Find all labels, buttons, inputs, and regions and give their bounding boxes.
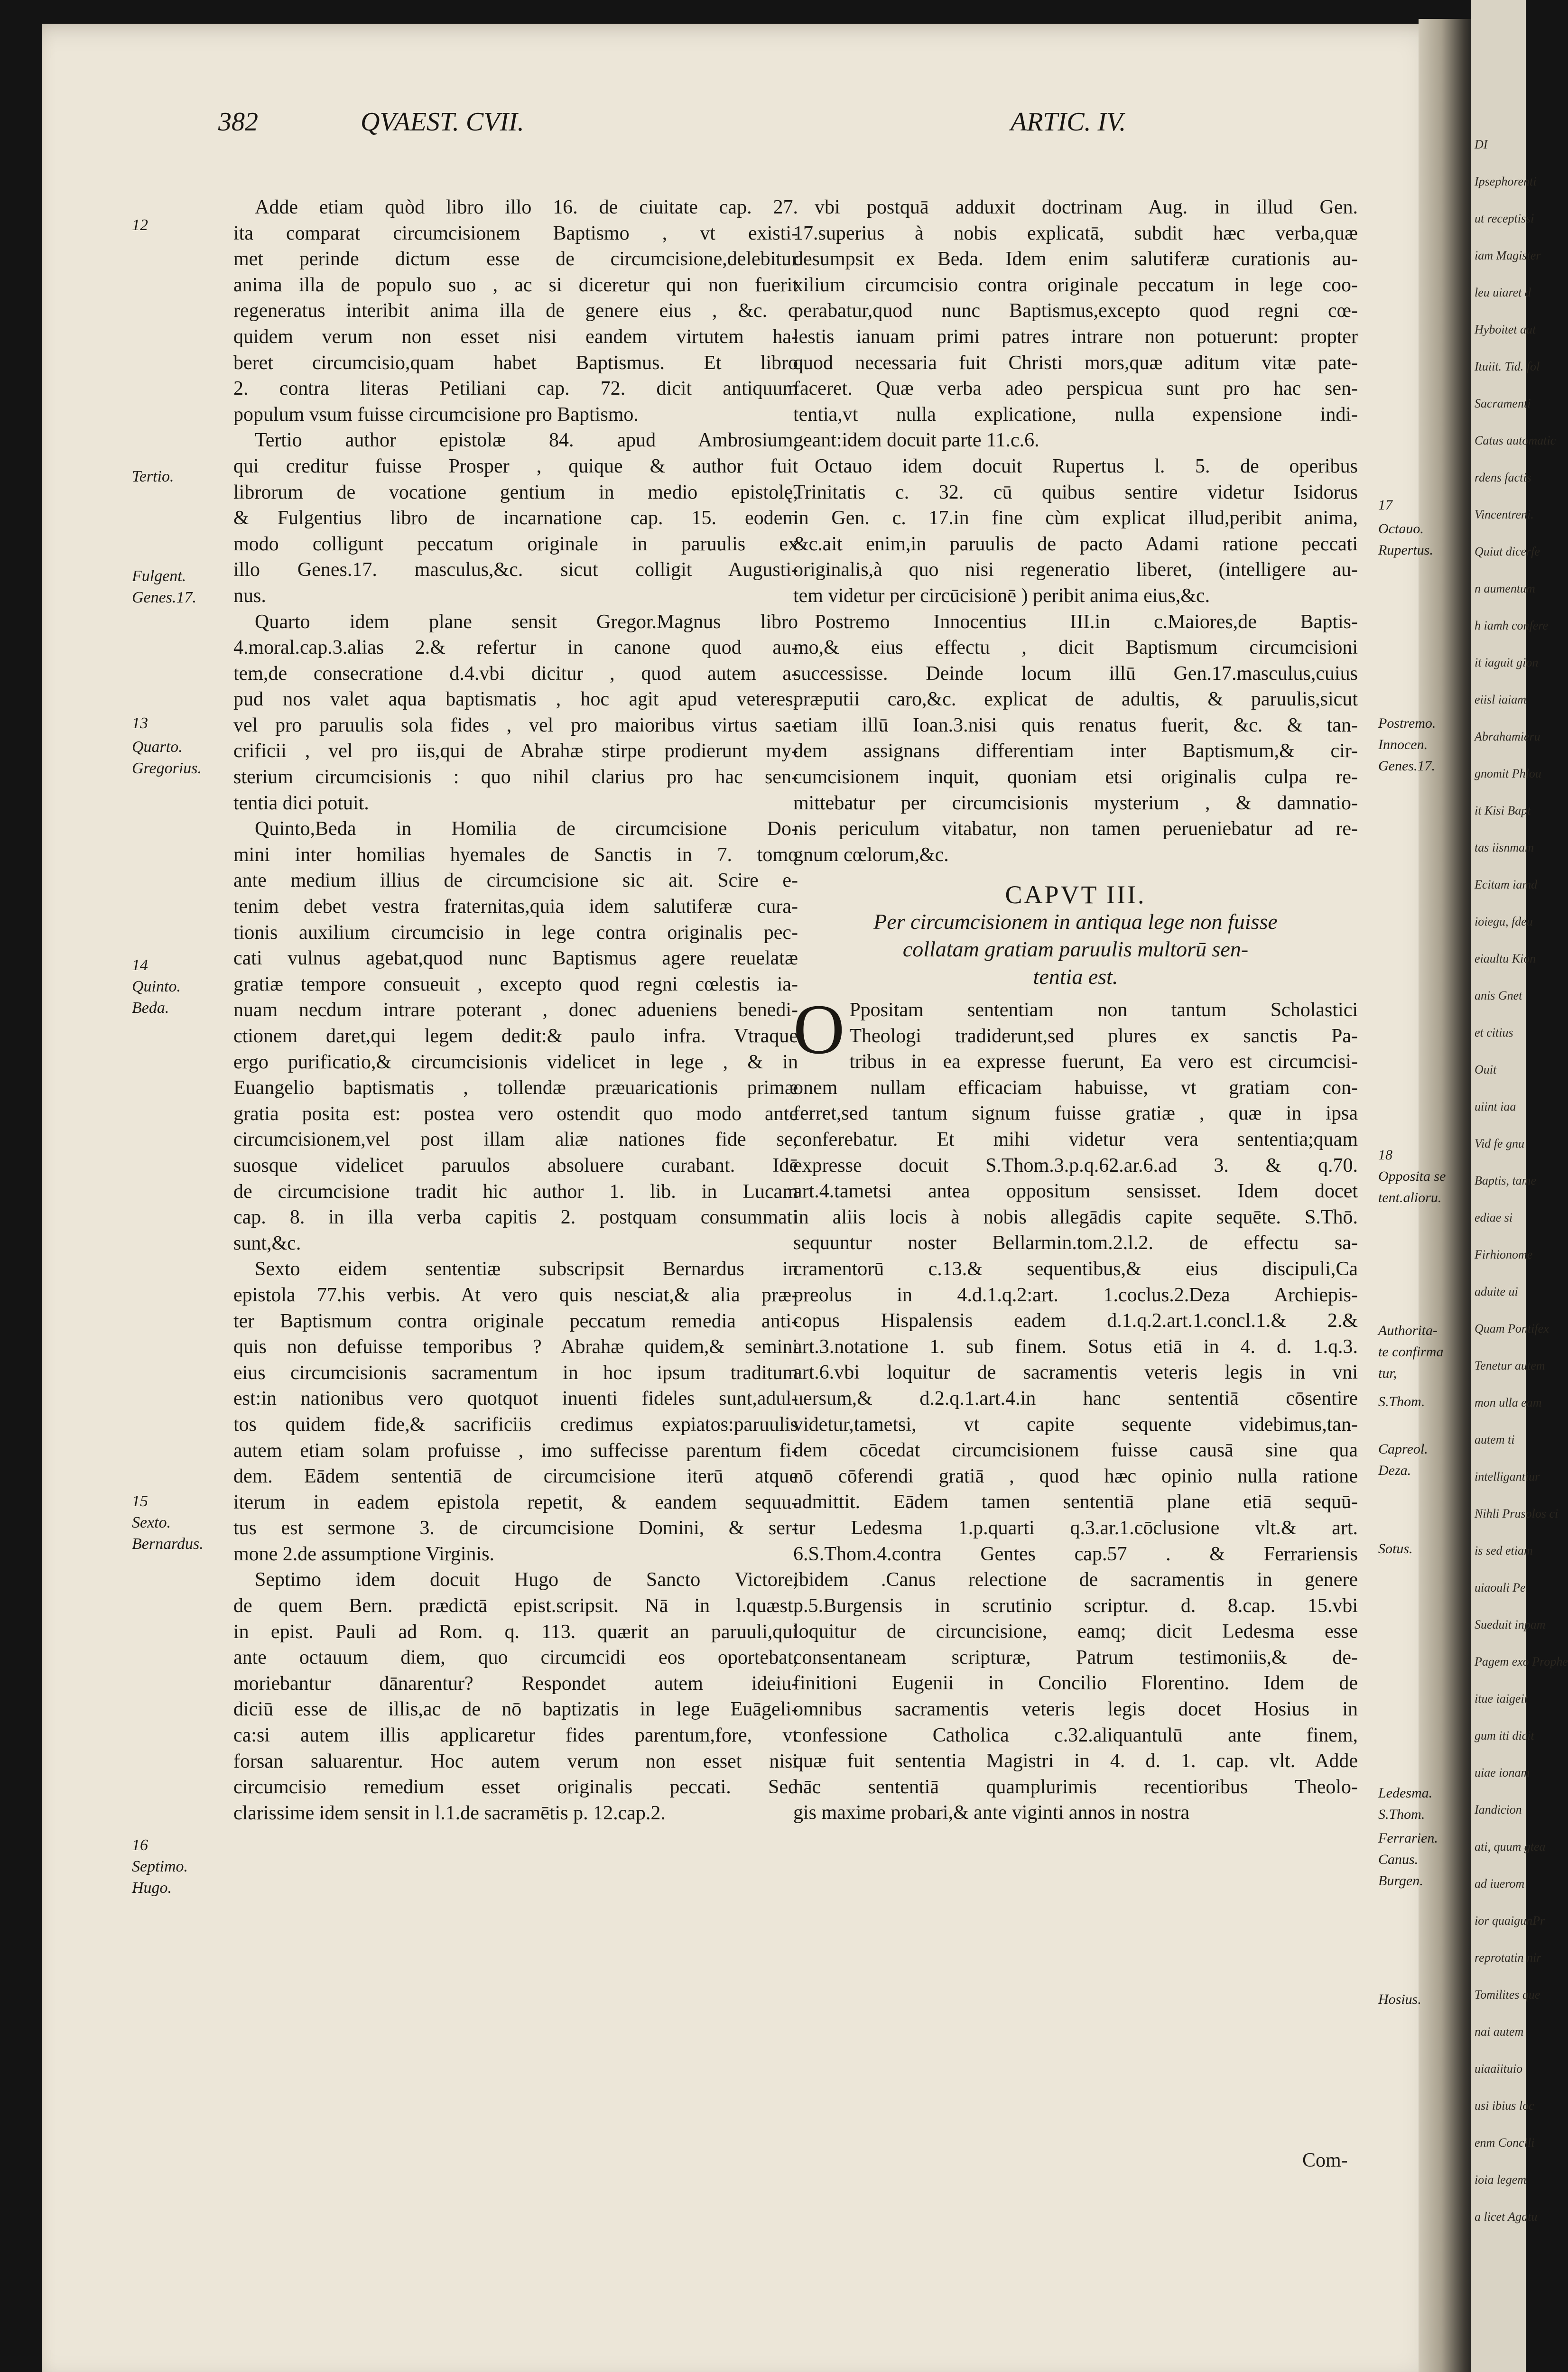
margin-note-right: Deza. xyxy=(1378,1463,1411,1478)
facing-page-text-fragment: ior quaigunPr xyxy=(1475,1914,1545,1927)
text-line: mone 2.de assumptione Virginis. xyxy=(233,1543,495,1565)
facing-page-text-fragment: leu uiaret d xyxy=(1475,286,1531,299)
text-line: expresse docuit S.Thom.3.p.q.62.ar.6.ad 3. & q.70. xyxy=(793,1154,1358,1177)
margin-note-left: 14 xyxy=(132,956,148,974)
text-line: modo colligunt peccatum originale in paruulis ex xyxy=(233,533,798,555)
text-line: ferret,sed tantum signum fuisse gratiæ , quæ in ipsa xyxy=(793,1103,1358,1125)
chapter-label: CAPVT III. xyxy=(1005,880,1146,909)
margin-note-right: tent.alioru. xyxy=(1378,1190,1442,1205)
text-line: cap. 8. in illa verba capitis 2. postquam consummati xyxy=(233,1206,798,1229)
text-line: tem videtur per circūcisionē ) peribit anima eius,&c. xyxy=(793,584,1210,607)
text-line: cumcisionem inquit, quoniam etsi originalis culpa re- xyxy=(793,766,1358,788)
text-line: Postremo Innocentius III.in c.Maiores,de Baptis- xyxy=(815,611,1358,633)
text-line: & Fulgentius libro de incarnatione cap. 15. eodem xyxy=(233,507,798,529)
margin-note-right: tur, xyxy=(1378,1365,1397,1381)
facing-page-text-fragment: Hyboitet aut xyxy=(1475,323,1536,336)
text-line: tem,de consecratione d.4.vbi dicitur , quod autem a- xyxy=(233,662,798,685)
text-line: in epist. Pauli ad Rom. q. 113. quærit an paruuli,qui xyxy=(233,1621,798,1643)
margin-note-right: Hosius. xyxy=(1378,1992,1421,2007)
text-line: xilium circumcisio contra originale peccatum in lege coo- xyxy=(793,274,1358,296)
text-line: in aliis locis à nobis allegādis capite sequēte. S.Thō. xyxy=(793,1206,1358,1228)
facing-page-text-fragment: Baptis, tame xyxy=(1475,1174,1536,1187)
text-line: tos quidem fide,& sacrificiis credimus expiatos:paruulis xyxy=(233,1413,798,1436)
text-line: Tertio author epistolæ 84. apud Ambrosium, xyxy=(255,429,798,452)
text-line: gis maxime probari,& ante viginti annos in nostra xyxy=(793,1802,1190,1824)
text-line: regeneratus interibit anima illa de genere eius , &c. q xyxy=(233,300,798,322)
drop-cap: O xyxy=(793,990,845,1069)
running-header xyxy=(218,107,1390,159)
text-line: gnum cœlorum,&c. xyxy=(793,843,949,866)
facing-page-text-fragment: h iamh confere xyxy=(1475,619,1548,632)
facing-page-text-fragment: Sacramenti xyxy=(1475,397,1531,410)
text-line: ter Baptismum contra originale peccatum remedia anti- xyxy=(233,1310,798,1332)
text-line: mittebatur per circumcisionis mysterium , & damnatio- xyxy=(793,792,1358,814)
text-line: loquitur de circuncisione, eamq; dicit Ledesma esse xyxy=(793,1621,1358,1643)
text-line: Quinto,Beda in Homilia de circumcisione Do- xyxy=(255,818,798,840)
text-line: iterum in eadem epistola repetit, & eandem sequu- xyxy=(233,1491,798,1513)
text-line: est:in nationibus vero quotquot inuenti fideles sunt,adul- xyxy=(233,1388,798,1410)
facing-page-text-fragment: enm Concili xyxy=(1475,2136,1535,2150)
text-line: tribus in ea expresse fuerunt, Ea vero est circumcisi- xyxy=(849,1051,1358,1073)
text-line: art.3.notatione 1. sub finem. Sotus etiā in 4. d. 1.q.3. xyxy=(793,1335,1358,1358)
paragraph xyxy=(793,454,1358,609)
margin-note-right: Opposita se xyxy=(1378,1168,1446,1184)
text-line: gratia posita est: postea vero ostendit quo modo ante xyxy=(233,1103,798,1125)
text-line: dem. Eādem sententiā de circumcisione iterū atque xyxy=(233,1465,798,1488)
text-line: illo Genes.17. masculus,&c. sicut colligit Augusti- xyxy=(233,559,798,581)
facing-page-text-fragment: Iandicion xyxy=(1475,1803,1522,1816)
margin-note-right: Burgen. xyxy=(1378,1873,1423,1889)
facing-page-text-fragment: n aumentum xyxy=(1475,582,1535,595)
facing-page-text-fragment: reprotatin nir xyxy=(1475,1951,1541,1964)
text-line: de quem Bern. prædictā epist.scripsit. Nā in l.quæst. xyxy=(233,1595,798,1617)
right-text-column xyxy=(793,195,1358,1826)
text-line: librorum de vocatione gentium in medio epistolę, xyxy=(233,481,798,503)
paragraph xyxy=(793,990,1358,1826)
text-line: geant:idem docuit parte 11.c.6. xyxy=(793,429,1039,452)
text-line: admittit. Eādem tamen sententiā plane etiā sequū- xyxy=(793,1491,1358,1513)
margin-note-right: Ferrarien. xyxy=(1378,1830,1438,1846)
text-line: ca:si autem illis applicaretur fides parentum,fore, vt xyxy=(233,1724,798,1747)
facing-page-text-fragment: Sueduit inpam xyxy=(1475,1618,1546,1631)
text-line: nis periculum vitabatur, non tamen perueniebatur ad re- xyxy=(793,818,1358,840)
text-line: populum vsum fuisse circumcisione pro Baptismo. xyxy=(233,403,639,426)
margin-note-left: 16 xyxy=(132,1836,148,1854)
facing-page-text-fragment: Ouit xyxy=(1475,1063,1497,1076)
text-line: nus. xyxy=(233,584,266,607)
text-line: diciū esse de illis,ac de nō baptizatis in lege Euāgeli- xyxy=(233,1698,798,1721)
margin-note-left: Septimo. xyxy=(132,1858,188,1875)
text-line: perabatur,quod nunc Baptismus,excepto quod regni cœ- xyxy=(793,300,1358,322)
facing-page-text-fragment: Catus automatic xyxy=(1475,434,1556,447)
paragraph xyxy=(233,1567,798,1826)
margin-note-right: Ledesma. xyxy=(1378,1785,1433,1801)
text-line: &c.ait enim,in paruulis de pacto Adami ratione peccati xyxy=(793,533,1358,555)
text-line: moriebantur dānarentur? Respondet autem ideiu- xyxy=(233,1672,798,1695)
text-line: mini inter homilias hyemales de Sanctis in 7. tomo xyxy=(233,843,798,866)
text-line: Sexto eidem sententiæ subscripsit Bernardus in xyxy=(255,1258,798,1280)
text-line: Adde etiam quòd libro illo 16. de ciuitate cap. 27. xyxy=(255,196,798,218)
text-line: mo,& eius effectu , dicit Baptismum circumcisioni xyxy=(793,637,1358,659)
facing-page-text-fragment: ioia legem xyxy=(1475,2173,1527,2187)
facing-page-text-fragment: Firhionome xyxy=(1475,1248,1533,1261)
facing-page-text-fragment: iam Magister xyxy=(1475,249,1541,262)
text-line: 6.S.Thom.4.contra Gentes cap.57 . & Ferrariensis xyxy=(793,1543,1358,1565)
text-line: quod necessaria fuit Christi mors,quæ aditum vitæ pate- xyxy=(793,352,1358,374)
text-line: gratiæ tempore consueuit , excepto quod regni cœlestis ia- xyxy=(233,973,798,995)
text-line: suosque videlicet paruulos absoluere curabant. Idē xyxy=(233,1154,798,1177)
running-head-left: QVAEST. CVII. xyxy=(361,107,524,137)
text-line: originalis,à quo nisi regeneratio liberet, (intelligere au- xyxy=(793,559,1358,581)
facing-page-text-fragment: aduite ui xyxy=(1475,1285,1518,1298)
text-line: crificii , vel pro iis,qui de Abrahæ stirpe prodierunt my- xyxy=(233,740,798,762)
margin-note-left: Gregorius. xyxy=(132,760,202,777)
chapter-title-line: collatam gratiam paruulis multorū sen- xyxy=(902,937,1249,962)
text-line: de circumcisione tradit hic author 1. lib. in Lucam xyxy=(233,1180,798,1203)
text-line: quis non defuisse temporibus ? Abrahæ quidem,& semini xyxy=(233,1336,798,1358)
text-line: etiam illū Ioan.3.nisi quis renatus fuerit, &c. & tan- xyxy=(793,714,1358,736)
text-line: ergo purificatio,& circumcisionis videlicet in lege , & in xyxy=(233,1051,798,1073)
facing-page-text-fragment: uiae ionam xyxy=(1475,1766,1530,1779)
text-line: ita comparat circumcisionem Baptismo , vt existi- xyxy=(233,222,798,244)
text-line: p.5.Burgensis in scrutinio scriptur. d. 8.cap. 15.vbi xyxy=(793,1594,1358,1617)
facing-page-text-fragment: Abrahamieru xyxy=(1475,730,1540,743)
margin-note-left: Genes.17. xyxy=(132,589,196,606)
facing-page-text-fragment: et citius xyxy=(1475,1026,1513,1039)
facing-page-edge xyxy=(1471,0,1568,2372)
margin-note-left: Quarto. xyxy=(132,738,183,756)
text-line: tur Ledesma 1.p.quarti q.3.ar.1.cōclusione vlt.& art. xyxy=(793,1517,1358,1539)
facing-page-text-fragment: ioiegu, fdeu xyxy=(1475,915,1533,928)
text-line: tentia,vt nulla explicatione, nulla expensione indi- xyxy=(793,403,1358,426)
paragraph xyxy=(793,195,1358,454)
text-line: autem etiam solam profuisse , imo suffecisse parentum fi- xyxy=(233,1439,798,1462)
text-line: cramentorū c.13.& sequentibus,& eius discipuli,Ca xyxy=(793,1258,1358,1280)
margin-note-right: Rupertus. xyxy=(1378,542,1433,558)
margin-note-left: Beda. xyxy=(132,999,169,1017)
text-line: clarissime idem sensit in l.1.de sacramētis p. 12.cap.2. xyxy=(233,1802,666,1824)
facing-page-text-fragment: Nihli Prusolos ci xyxy=(1475,1507,1559,1520)
facing-page-text-fragment: Ecitam iamd xyxy=(1475,878,1538,891)
margin-note-right: 18 xyxy=(1378,1147,1392,1163)
running-head-right: ARTIC. IV. xyxy=(1011,107,1126,137)
text-line: Trinitatis c. 32. cū quibus sentire videtur Isidorus xyxy=(793,481,1358,503)
margin-note-right: Sotus. xyxy=(1378,1541,1413,1557)
text-line: circumcisio remedium esset originalis peccati. Sed xyxy=(233,1776,798,1798)
paragraph xyxy=(233,195,798,427)
facing-page-text-fragment: ad iuerom xyxy=(1475,1877,1525,1890)
text-line: hāc sententiā quamplurimis recentioribus Theolo- xyxy=(793,1776,1358,1798)
margin-note-left: 12 xyxy=(132,216,148,234)
facing-page-text-fragment: uiint iaa xyxy=(1475,1100,1516,1113)
text-line: Euangelio baptismatis , tollendæ præuaricationis primæ xyxy=(233,1077,798,1099)
text-line: dem cōcedat circumcisionem fuisse causā sine qua xyxy=(793,1439,1358,1462)
text-line: pud nos valet aqua baptismatis , hoc agit apud veteres, xyxy=(233,688,798,711)
margin-note-left: 13 xyxy=(132,714,148,732)
facing-page-text-fragment: Quiut dicerfe xyxy=(1475,545,1540,558)
text-line: Septimo idem docuit Hugo de Sancto Victore, xyxy=(255,1569,798,1591)
text-line: tionis auxilium circumcisio in lege contra originalis pec- xyxy=(233,921,798,944)
facing-page-text-fragment: ediae si xyxy=(1475,1211,1513,1224)
margin-note-right: Octauo. xyxy=(1378,521,1424,537)
text-line: ante medium illius de circumcisione sic ait. Scire e- xyxy=(233,870,798,892)
text-line: 2. contra literas Petiliani cap. 72. dicit antiquum xyxy=(233,378,798,400)
chapter-title-line: Per circumcisionem in antiqua lege non fuisse xyxy=(873,909,1278,934)
facing-page-text-fragment: usi ibius loc xyxy=(1475,2099,1534,2113)
facing-page-text-fragment: Vincentreni. xyxy=(1475,508,1534,521)
paragraph xyxy=(233,1256,798,1567)
facing-page-text-fragment: Tenetur autem xyxy=(1475,1359,1545,1372)
text-line: faceret. Quæ verba adeo perspicua sunt pro hac sen- xyxy=(793,378,1358,400)
text-line: confessione Catholica c.32.aliquantulū ante finem, xyxy=(793,1724,1358,1746)
facing-page-text-fragment: ut receptissi xyxy=(1475,212,1534,225)
facing-page-text-fragment: uiaaiituio xyxy=(1475,2062,1523,2076)
facing-page-text-fragment: it Kisi Bapt xyxy=(1475,804,1531,817)
text-line: finitioni Eugenii in Concilio Florentino. Idem de xyxy=(793,1672,1358,1695)
facing-page-text-fragment: a licet Agatu xyxy=(1475,2210,1538,2224)
text-line: sterium circumcisionis : quo nihil clarius pro hac sen- xyxy=(233,766,798,788)
facing-page-text-fragment: Ituiit. Tid. fol xyxy=(1475,360,1540,373)
margin-note-left: Quinto. xyxy=(132,978,181,995)
page-number: 382 xyxy=(218,107,258,137)
margin-note-right: Innocen. xyxy=(1378,737,1428,752)
text-line: tentia dici potuit. xyxy=(233,792,369,814)
facing-page-text-fragment: Ipsephorenti xyxy=(1475,175,1537,188)
margin-note-right: S.Thom. xyxy=(1378,1807,1425,1822)
text-line: 17.superius à nobis explicatā, subdit hæc verba,quæ xyxy=(793,222,1358,244)
catchword: Com- xyxy=(1302,2150,1348,2171)
text-line: tus est sermone 3. de circumcisione Domini, & ser- xyxy=(233,1517,798,1539)
text-line: dem assignans differentiam inter Baptismum,& cir- xyxy=(793,740,1358,762)
left-text-column xyxy=(233,195,798,1826)
margin-note-right: Canus. xyxy=(1378,1852,1419,1867)
text-line: successisse. Deinde locum illū Gen.17.masculus,cuius xyxy=(793,662,1358,685)
facing-page-text-fragment: Quam Pontifex xyxy=(1475,1322,1549,1335)
margin-note-right: 17 xyxy=(1378,497,1392,513)
text-line: cati vulnus agebat,quod nunc Baptismus agere reuelatæ xyxy=(233,947,798,970)
text-line: onem nullam efficaciam habuisse, vt gratiam con- xyxy=(793,1076,1358,1099)
facing-page-text-fragment: it iaguit gion xyxy=(1475,656,1539,669)
margin-note-right: Authorita- xyxy=(1378,1323,1438,1338)
facing-page-text-fragment: autem ti xyxy=(1475,1433,1515,1446)
facing-page-text-fragment: eiisl iaiam xyxy=(1475,693,1527,706)
facing-page-text-fragment: is sed etiam xyxy=(1475,1544,1533,1557)
text-line: præputii caro,&c. explicat de adultis, & paruulis,sicut xyxy=(793,688,1358,711)
text-line: anima illa de populo suo , ac si diceretur qui non fuerit xyxy=(233,274,798,296)
text-line: Quarto idem plane sensit Gregor.Magnus libro xyxy=(255,611,798,633)
margin-note-left: Tertio. xyxy=(132,468,174,485)
text-line: art.4.tametsi antea oppositum sensisset. Idem docet xyxy=(793,1180,1358,1203)
facing-page-text-fragment: nai autem xyxy=(1475,2025,1524,2038)
paragraph xyxy=(233,427,798,609)
text-line: sequuntur noster Bellarmin.tom.2.l.2. de effectu sa- xyxy=(793,1232,1358,1254)
facing-page-text-fragment: rdens factis xyxy=(1475,471,1531,484)
facing-page-text-fragment: intelligantiur xyxy=(1475,1470,1540,1483)
text-line: tenim debet vestra fraternitas,quia idem salutiferæ cura- xyxy=(233,896,798,918)
text-line: 4.moral.cap.3.alias 2.& refertur in canone quod au- xyxy=(233,637,798,659)
text-line: nō cōferendi gratiā , quod hæc opinio nulla ratione xyxy=(793,1465,1358,1487)
facing-page-text-fragment: ati, quum gtea xyxy=(1475,1840,1546,1853)
paragraph xyxy=(233,816,798,1256)
text-line: quæ fuit sententia Magistri in 4. d. 1. cap. vlt. Adde xyxy=(793,1750,1358,1772)
facing-page-text-fragment: Tomilites que xyxy=(1475,1988,1540,2001)
text-line: videtur,tametsi, vt capite sequente videbimus,tan- xyxy=(793,1413,1358,1436)
margin-note-left: Fulgent. xyxy=(132,567,186,585)
margin-note-left: Sexto. xyxy=(132,1514,171,1531)
facing-page-text-fragment: gnomit Phlou xyxy=(1475,767,1541,780)
text-line: copus Hispalensis eadem d.1.q.2.art.1.concl.1.& 2.& xyxy=(793,1310,1358,1332)
text-line: ibidem .Canus relectione de sacramentis in genere xyxy=(793,1569,1358,1591)
text-line: art.6.vbi loquitur de sacramentis veteris legis in vni xyxy=(793,1362,1358,1384)
margin-note-right: Capreol. xyxy=(1378,1441,1428,1457)
margin-note-right: S.Thom. xyxy=(1378,1394,1425,1409)
text-line: qui creditur fuisse Prosper , quique & author fuit xyxy=(233,455,798,477)
text-line: Theologi tradiderunt,sed plures ex sanctis Pa- xyxy=(849,1025,1358,1047)
text-line: forsan saluarentur. Hoc autem verum non esset nisi xyxy=(233,1750,798,1772)
text-line: consentaneam scripturæ, Patrum testimoniis,& de- xyxy=(793,1646,1358,1668)
paragraph xyxy=(233,609,798,816)
text-line: Ppositam sententiam non tantum Scholastici xyxy=(849,999,1358,1021)
margin-note-left: Bernardus. xyxy=(132,1535,204,1553)
text-line: preolus in 4.d.1.q.2:art. 1.coclus.2.Deza Archiepis- xyxy=(793,1284,1358,1306)
text-line: uersum,& d.2.q.1.art.4.in hanc sententiā cōsentire xyxy=(793,1387,1358,1409)
margin-note-right: te confirma xyxy=(1378,1344,1444,1360)
text-line: met perinde dictum esse de circumcisione,delebitur xyxy=(233,248,798,270)
margin-note-left: 15 xyxy=(132,1492,148,1510)
paragraph xyxy=(793,609,1358,868)
facing-page-text-fragment: uiaouli Pe xyxy=(1475,1581,1526,1594)
text-line: quidem verum non esset nisi eandem virtutem ha- xyxy=(233,325,798,348)
text-line: beret circumcisio,quam habet Baptismus. Et libro xyxy=(233,352,798,374)
margin-note-right: Genes.17. xyxy=(1378,758,1435,774)
text-line: omnibus sacramentis veteris legis docet Hosius in xyxy=(793,1698,1358,1721)
text-line: circumcisionem,vel post illam aliæ nationes fide se, xyxy=(233,1129,798,1151)
text-line: vbi postquā adduxit doctrinam Aug. in illud Gen. xyxy=(815,196,1358,218)
text-line: epistola 77.his verbis. At vero quis nesciat,& alia præ- xyxy=(233,1284,798,1306)
facing-page-text-fragment: Vid fe gnu xyxy=(1475,1137,1524,1150)
facing-page-text-fragment: itue iaigeit xyxy=(1475,1692,1528,1705)
text-line: lestis ianuam primi patres intrare non potuerunt: propter xyxy=(793,325,1358,348)
facing-page-text-fragment: gum iti dicit xyxy=(1475,1729,1534,1742)
margin-note-left: Hugo. xyxy=(132,1879,172,1897)
facing-page-text-fragment: DI xyxy=(1475,138,1488,151)
text-line: ante octauum diem, quo circumcidi eos oportebat, xyxy=(233,1647,798,1669)
text-line: in Gen. c. 17.in fine cùm explicat illud,peribit anima, xyxy=(793,507,1358,529)
text-line: sunt,&c. xyxy=(233,1232,301,1254)
text-line: vel pro paruulis sola fides , vel pro maioribus virtus sa- xyxy=(233,714,798,736)
text-line: nuam necdum intrare poterant , donec adueniens benedi- xyxy=(233,999,798,1021)
text-line: eius circumcisionis sacramentum in hoc ipsum traditum xyxy=(233,1362,798,1384)
facing-page-text-fragment: eiaultu Kion xyxy=(1475,952,1536,965)
text-line: conferebatur. Et mihi videtur vera sententia;quam xyxy=(793,1129,1358,1150)
text-line: Octauo idem docuit Rupertus l. 5. de operibus xyxy=(815,455,1358,477)
chapter-title-line: tentia est. xyxy=(1033,964,1118,989)
facing-page-text-fragment: mon ulla eam xyxy=(1475,1396,1542,1409)
text-line: ctionem daret,qui legem dedit:& paulo infra. Vtraque xyxy=(233,1025,798,1047)
margin-note-right: Postremo. xyxy=(1378,715,1436,731)
facing-page-text-fragment: tas iisnmam xyxy=(1475,841,1534,854)
facing-page-text-fragment: anis Gnet xyxy=(1475,989,1522,1002)
facing-page-text-fragment: Pagem exo Prophe xyxy=(1475,1655,1568,1668)
text-line: desumpsit ex Beda. Idem enim salutiferæ curationis au- xyxy=(793,248,1358,270)
